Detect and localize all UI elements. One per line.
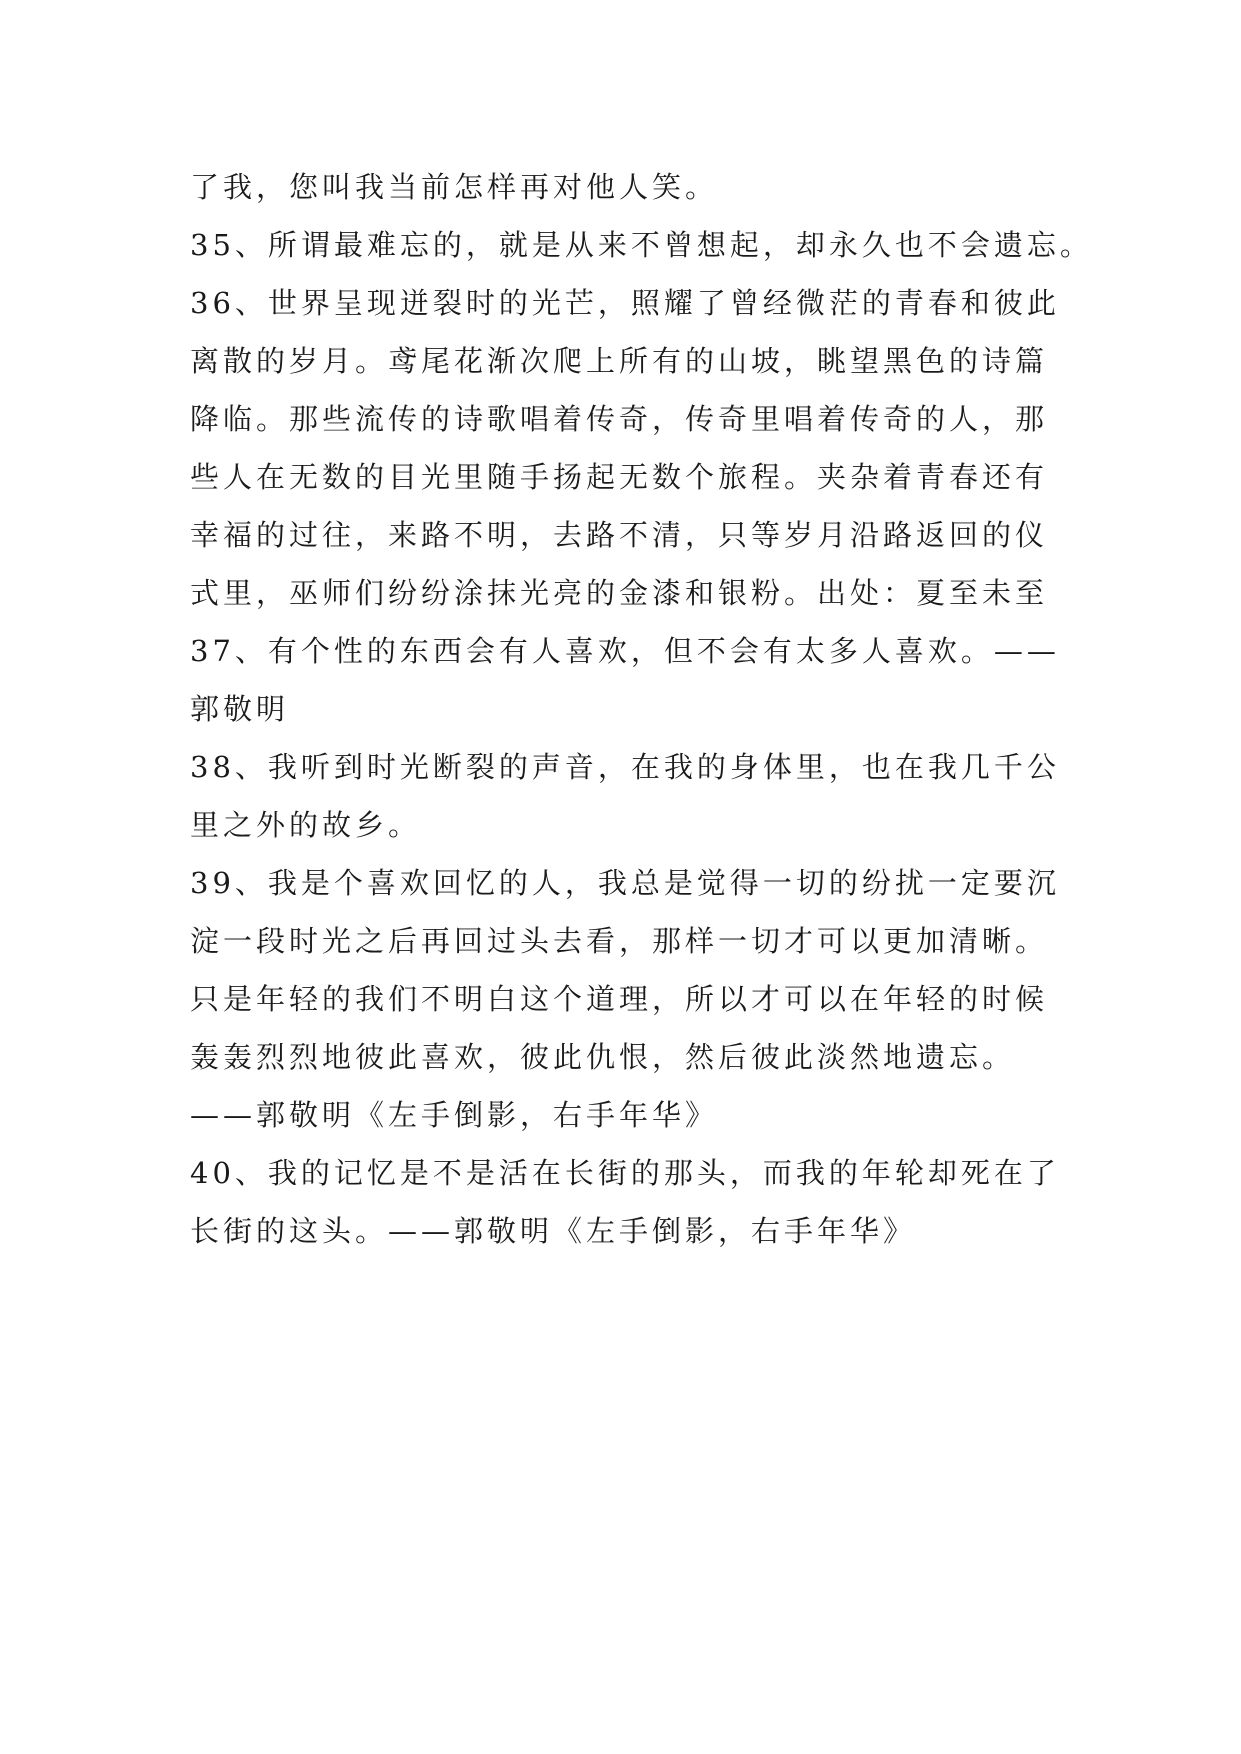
text-line: 37、有个性的东西会有人喜欢，但不会有太多人喜欢。—— [190, 634, 1060, 668]
text-line: 38、我听到时光断裂的声音，在我的身体里，也在我几千公 [190, 750, 1060, 784]
text-line: 郭敬明 [190, 692, 290, 726]
document-body [190, 158, 1093, 1260]
text-line: 里之外的故乡。 [190, 808, 422, 842]
text-line: 36、世界呈现迸裂时的光芒，照耀了曾经微茫的青春和彼此 [190, 286, 1060, 320]
text-line: 长街的这头。——郭敬明《左手倒影，右手年华》 [190, 1214, 917, 1248]
text-line: 降临。那些流传的诗歌唱着传奇，传奇里唱着传奇的人，那 [190, 402, 1049, 436]
text-line: 离散的岁月。鸢尾花渐次爬上所有的山坡，眺望黑色的诗篇 [190, 344, 1049, 378]
text-line: 只是年轻的我们不明白这个道理，所以才可以在年轻的时候 [190, 982, 1049, 1016]
text-line: 轰轰烈烈地彼此喜欢，彼此仇恨，然后彼此淡然地遗忘。 [190, 1040, 1016, 1074]
text-line: 40、我的记忆是不是活在长街的那头，而我的年轮却死在了 [190, 1156, 1060, 1190]
text-line: 些人在无数的目光里随手扬起无数个旅程。夹杂着青春还有 [190, 460, 1049, 494]
text-line: 幸福的过往，来路不明，去路不清，只等岁月沿路返回的仪 [190, 518, 1049, 552]
text-line: 了我，您叫我当前怎样再对他人笑。 [190, 170, 719, 204]
text-line: 式里，巫师们纷纷涂抹光亮的金漆和银粉。出处：夏至未至 [190, 576, 1049, 610]
text-line: 39、我是个喜欢回忆的人，我总是觉得一切的纷扰一定要沉 [190, 866, 1060, 900]
text-line: 淀一段时光之后再回过头去看，那样一切才可以更加清晰。 [190, 924, 1049, 958]
text-line: ——郭敬明《左手倒影，右手年华》 [190, 1098, 719, 1132]
text-line: 35、所谓最难忘的，就是从来不曾想起，却永久也不会遗忘。 [190, 228, 1093, 262]
